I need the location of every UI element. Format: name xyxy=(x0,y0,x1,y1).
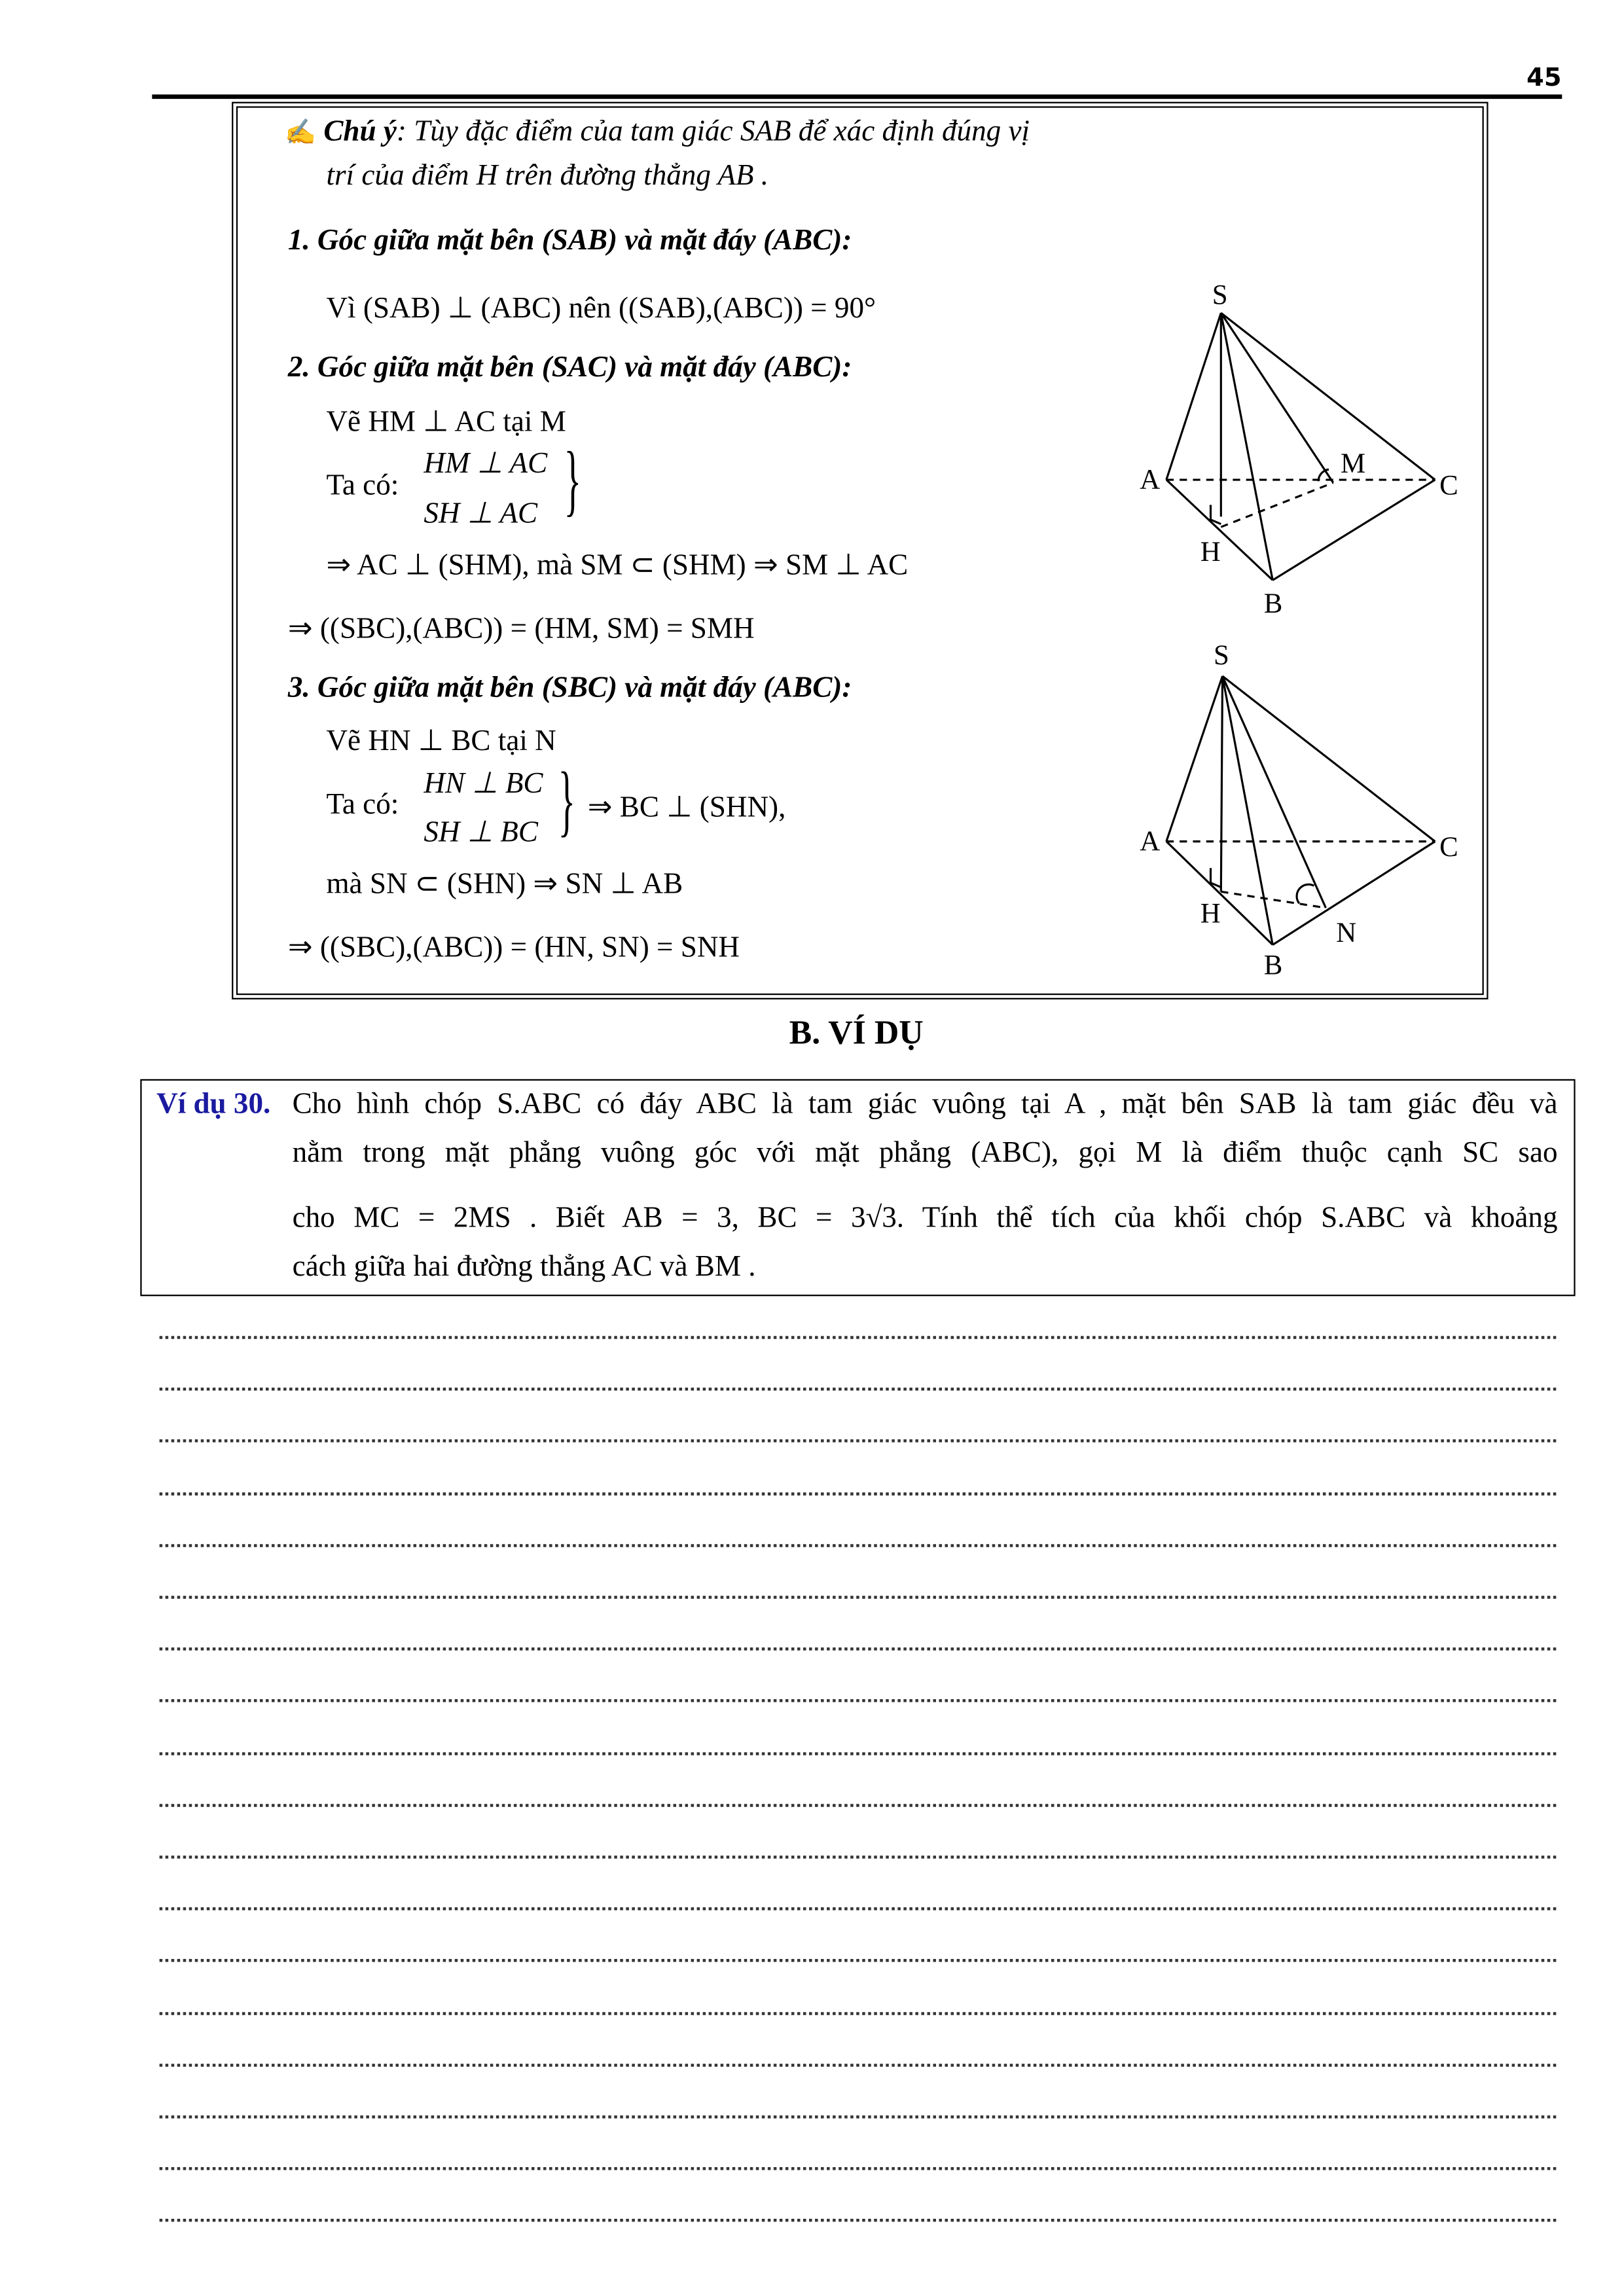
section-2-taco: Ta có: xyxy=(326,469,399,502)
fig1-label-C: C xyxy=(1439,470,1458,501)
section-3-line-2: mà SN ⊂ (SHN) ⇒ SN ⊥ AB xyxy=(326,868,683,901)
answer-line xyxy=(160,1700,1557,1703)
section-1-heading: 1. Góc giữa mặt bên (SAB) và mặt đáy (ABC): xyxy=(287,224,852,257)
section-3-line-1: Vẽ HN ⊥ BC tại N xyxy=(326,725,556,758)
answer-line xyxy=(160,1492,1557,1495)
section-3-heading: 3. Góc giữa mặt bên (SBC) và mặt đáy (ABC): xyxy=(287,672,852,704)
answer-line xyxy=(160,2011,1557,2015)
fig2-label-H: H xyxy=(1200,898,1221,929)
fig1-label-S: S xyxy=(1212,279,1228,311)
fig1-label-H: H xyxy=(1200,537,1221,568)
section-1-line: Vì (SAB) ⊥ (ABC) nên ((SAB),(ABC)) = 90° xyxy=(326,292,876,325)
answer-line xyxy=(160,1751,1557,1755)
section-2-line-2: ⇒ AC ⊥ (SHM), mà SM ⊂ (SHM) ⇒ SM ⊥ AC xyxy=(326,549,909,582)
section-2-sys-2: SH ⊥ AC xyxy=(424,497,538,530)
fig2-label-C: C xyxy=(1439,832,1458,863)
answer-line xyxy=(160,1440,1557,1443)
section-3-result: ⇒ BC ⊥ (SHN), xyxy=(587,791,786,824)
answer-line xyxy=(160,1544,1557,1547)
fig1-label-B: B xyxy=(1263,588,1283,620)
example-line-1: Cho hình chóp S.ABC có đáy ABC là tam giác vuông tại A , mặt bên SAB là tam giác đều và xyxy=(292,1088,1558,1121)
fig2-label-N: N xyxy=(1336,918,1357,949)
section-3-taco: Ta có: xyxy=(326,788,399,821)
fig1-label-M: M xyxy=(1340,448,1366,479)
answer-line xyxy=(160,2167,1557,2170)
note-text: : Tùy đặc điểm của tam giác SAB để xác định đúng vị xyxy=(396,115,1030,148)
example-line-2: nằm trong mặt phẳng vuông góc với mặt phẳng (ABC), gọi M là điểm thuộc cạnh SC sao xyxy=(292,1136,1558,1170)
example-label: Ví dụ 30. xyxy=(156,1088,271,1121)
brace: } xyxy=(558,755,575,845)
answer-line xyxy=(160,1336,1557,1339)
note-text-2: trí của điểm H trên đường thẳng AB . xyxy=(326,159,769,192)
note-label: Chú ý xyxy=(323,115,397,148)
brace: } xyxy=(564,435,581,524)
answer-line xyxy=(160,1388,1557,1391)
section-2-heading: 2. Góc giữa mặt bên (SAC) và mặt đáy (ABC): xyxy=(287,351,852,384)
example-line-3: cho MC = 2MS . Biết AB = 3, BC = 3√3. Tính thể tích của khối chóp S.ABC và khoảng xyxy=(292,1201,1558,1234)
fig2-label-B: B xyxy=(1263,950,1283,981)
answer-line xyxy=(160,2219,1557,2223)
fig2-label-S: S xyxy=(1214,639,1229,671)
section-2-line-1: Vẽ HM ⊥ AC tại M xyxy=(326,406,566,439)
answer-line xyxy=(160,1960,1557,1963)
answer-line xyxy=(160,1596,1557,1599)
pencil-hand-icon: ✍ xyxy=(285,118,317,147)
answer-line xyxy=(160,1856,1557,1859)
example-line-4: cách giữa hai đường thẳng AC và BM . xyxy=(292,1250,756,1283)
answer-line xyxy=(160,2064,1557,2067)
answer-line xyxy=(160,1804,1557,1807)
section-3-sys-2: SH ⊥ BC xyxy=(424,816,538,849)
answer-line xyxy=(160,1648,1557,1651)
fig1-label-A: A xyxy=(1140,464,1161,495)
fig2-label-A: A xyxy=(1140,826,1161,857)
examples-heading: B. VÍ DỤ xyxy=(789,1014,924,1051)
section-3-sys-1: HN ⊥ BC xyxy=(424,767,543,800)
answer-line xyxy=(160,1908,1557,1911)
section-2-line-3: ⇒ ((SBC),(ABC)) = (HM, SM) = SMH xyxy=(287,613,755,645)
section-3-line-3: ⇒ ((SBC),(ABC)) = (HN, SN) = SNH xyxy=(287,931,740,964)
section-2-sys-1: HM ⊥ AC xyxy=(424,447,548,480)
answer-line xyxy=(160,2115,1557,2119)
page-number: 45 xyxy=(1526,63,1562,94)
